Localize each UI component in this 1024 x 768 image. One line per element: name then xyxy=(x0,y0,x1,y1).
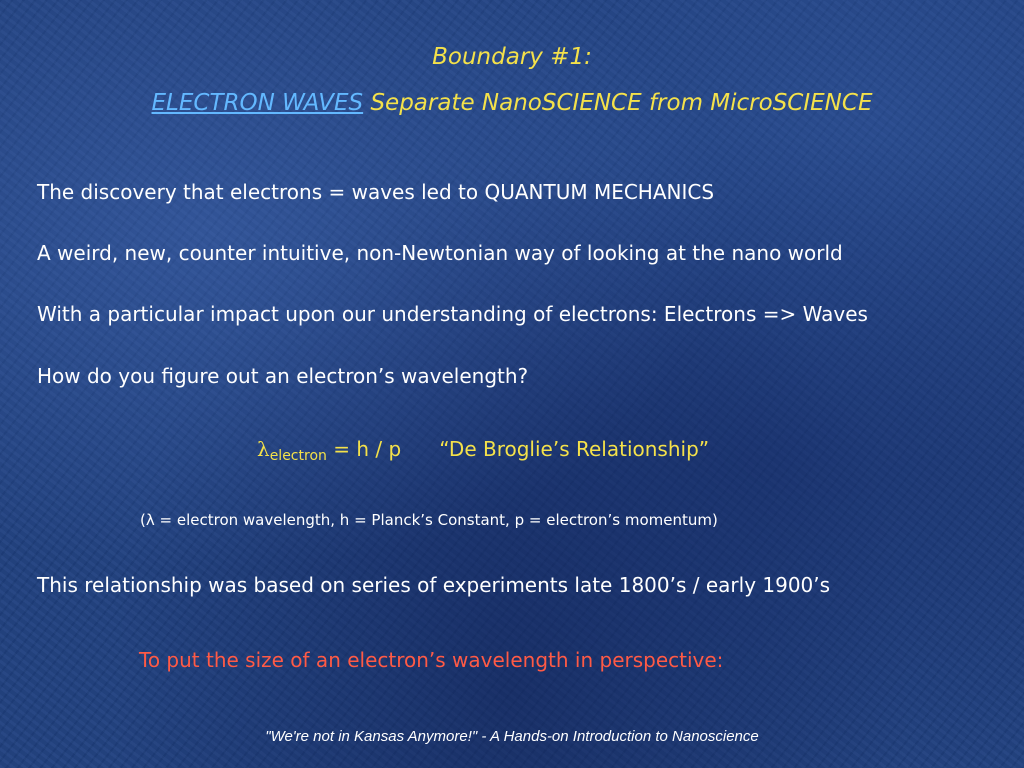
paragraph-electrons-waves: With a particular impact upon our understanding of electrons: Electrons => Waves xyxy=(37,302,868,326)
slide-title-line2 xyxy=(0,90,1024,116)
lambda-symbol: λ xyxy=(257,437,270,461)
paragraph-quantum-mechanics: The discovery that electrons = waves led to QUANTUM MECHANICS xyxy=(37,180,715,204)
lambda-subscript: electron xyxy=(269,448,327,464)
note-text: = electron wavelength, h = Planck’s Constant, p = electron’s momentum) xyxy=(154,511,718,529)
de-broglie-formula xyxy=(257,437,709,464)
note-lambda-symbol: λ xyxy=(145,511,155,529)
slide-title-line1: Boundary #1: xyxy=(432,44,592,70)
paragraph-wavelength-question: How do you figure out an electron’s wavelength? xyxy=(37,364,529,388)
perspective-highlight: To put the size of an electron’s wavelength in perspective: xyxy=(139,648,724,672)
paragraph-experiments: This relationship was based on series of experiments late 1800’s / early 1900’s xyxy=(37,573,831,597)
title-line2-rest: Separate NanoSCIENCE from MicroSCIENCE xyxy=(363,90,873,116)
electron-waves-link[interactable]: ELECTRON WAVES xyxy=(151,90,364,116)
slide-footer: "We're not in Kansas Anymore!" - A Hands-on Introduction to Nanoscience xyxy=(265,728,759,745)
paragraph-nano-world: A weird, new, counter intuitive, non-Newtonian way of looking at the nano world xyxy=(37,241,843,265)
formula-relationship-label: “De Broglie’s Relationship” xyxy=(439,437,710,461)
formula-legend-note xyxy=(140,511,718,529)
formula-equation: = h / p xyxy=(326,437,402,461)
note-open-paren: ( xyxy=(140,511,146,529)
